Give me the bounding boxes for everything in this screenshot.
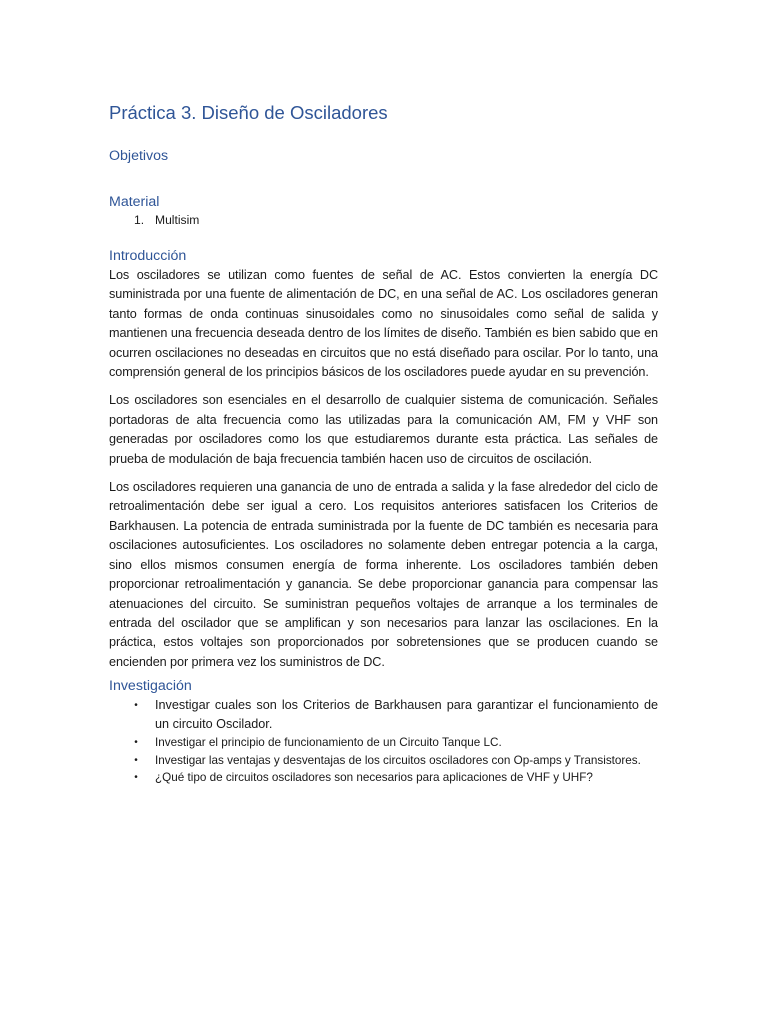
investigacion-item-text: Investigar el principio de funcionamiento de un Circuito Tanque LC.	[155, 736, 502, 750]
document-title: Práctica 3. Diseño de Osciladores	[109, 102, 388, 123]
intro-paragraph-3: Los osciladores requieren una ganancia de uno de entrada a salida y la fase alrededor del ciclo de retroalimentación debe ser igual a cero. Los requisitos anteriores satisfacen los Criterios de Barkhausen. La potencia de entrada suministrada por la fuente de DC también es necesaria para oscilaciones autosuficientes. Los osciladores no solamente deben entregar potencia a la carga, sino ellos mismos consumen energía de forma inherente. Los osciladores también deben proporcionar retroalimentación y ganancia. Se debe proporcionar ganancia para compensar las atenuaciones del circuito. Se suministran pequeños voltajes de arranque a los terminales de entrada del oscilador que se amplifican y son necesarios para lanzar las oscilaciones. En la práctica, estos voltajes son proporcionados por sobretensiones que se producen cuando se encienden por primera vez los suministros de DC.	[109, 480, 658, 669]
intro-paragraph-1: Los osciladores se utilizan como fuentes de señal de AC. Estos convierten la energía DC suministrada por una fuente de alimentación de DC, en una señal de AC. Los osciladores generan tanto formas de onda continuas sinusoidales como no sinusoidales como señal de salida y mantienen una frecuencia deseada dentro de los límites de diseño. También es bien sabido que en ocurren oscilaciones no deseadas en circuitos que no está diseñado para oscilar. Por lo tanto, una comprensión general de los principios básicos de los osciladores puede ayudar en su prevención.	[109, 268, 658, 380]
investigacion-item-text: Investigar las ventajas y desventajas de los circuitos osciladores con Op-amps y Transistores.	[155, 753, 641, 767]
material-item-text: Multisim	[155, 213, 200, 227]
investigacion-item-text: Investigar cuales son los Criterios de Barkhausen para garantizar el funcionamiento de un circuito Oscilador.	[155, 698, 658, 732]
investigacion-item	[109, 696, 658, 734]
objetivos-heading: Objetivos	[109, 148, 169, 164]
material-item	[134, 212, 658, 229]
bullet-icon: •	[134, 737, 138, 749]
bullet-icon: •	[134, 754, 138, 766]
material-list	[109, 212, 658, 229]
investigacion-list	[109, 696, 658, 787]
investigacion-item	[109, 770, 658, 787]
investigacion-item	[109, 735, 658, 752]
intro-paragraph-2: Los osciladores son esenciales en el desarrollo de cualquier sistema de comunicación. Señales portadoras de alta frecuencia como las utilizadas para la comunicación AM, FM y VHF son generadas por osciladores como los que estudiaremos durante esta práctica. Las señales de prueba de modulación de baja frecuencia también hacen uso de circuitos de oscilación.	[109, 393, 658, 466]
document-body	[109, 100, 658, 788]
intro-heading: Introducción	[109, 248, 187, 264]
bullet-icon: •	[134, 772, 138, 784]
material-heading: Material	[109, 194, 160, 210]
investigacion-item-text: ¿Qué tipo de circuitos osciladores son necesarios para aplicaciones de VHF y UHF?	[155, 771, 593, 785]
investigacion-heading: Investigación	[109, 678, 192, 695]
material-item-number: 1.	[134, 213, 145, 227]
bullet-icon: •	[134, 700, 138, 712]
investigacion-item	[109, 753, 658, 770]
